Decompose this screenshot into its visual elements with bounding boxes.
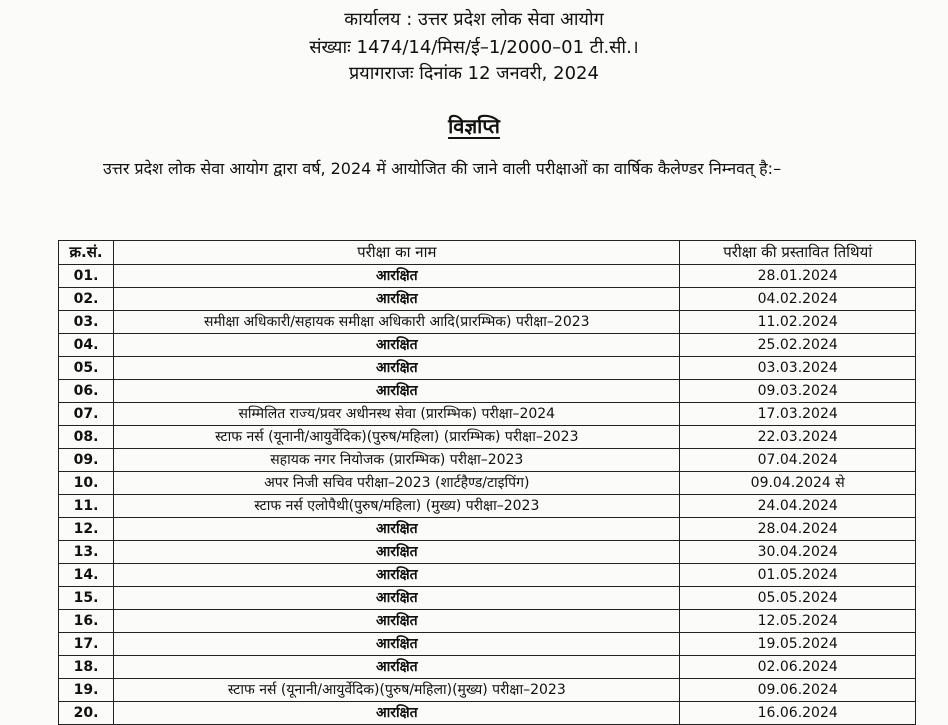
row-serial: 19. [59, 679, 114, 702]
row-date: 30.04.2024 [680, 541, 916, 564]
row-serial: 03. [59, 311, 114, 334]
row-exam-name: आरक्षित [114, 564, 680, 587]
header-dates: परीक्षा की प्रस्तावित तिथियां [680, 241, 916, 265]
row-exam-name: स्टाफ नर्स (यूनानी/आयुर्वेदिक)(पुरुष/महिला) (प्रारम्भिक) परीक्षा–2023 [114, 426, 680, 449]
row-exam-name: स्टाफ नर्स एलोपैथी(पुरुष/महिला) (मुख्य) परीक्षा–2023 [114, 495, 680, 518]
row-date: 02.06.2024 [680, 656, 916, 679]
table-row [59, 656, 916, 679]
row-serial: 11. [59, 495, 114, 518]
table-row [59, 587, 916, 610]
row-exam-name: अपर निजी सचिव परीक्षा–2023 (शार्टहैण्ड/टाइपिंग) [114, 472, 680, 495]
row-date: 16.06.2024 [680, 702, 916, 725]
row-date: 04.02.2024 [680, 288, 916, 311]
table-row [59, 311, 916, 334]
row-serial: 01. [59, 265, 114, 288]
table-row [59, 702, 916, 725]
notice-title [0, 112, 948, 139]
row-date: 19.05.2024 [680, 633, 916, 656]
table-row [59, 357, 916, 380]
row-date: 25.02.2024 [680, 334, 916, 357]
row-exam-name: आरक्षित [114, 288, 680, 311]
notice-title-text: विज्ञप्ति [448, 114, 500, 138]
row-exam-name: सम्मिलित राज्य/प्रवर अधीनस्थ सेवा (प्रारम्भिक) परीक्षा–2024 [114, 403, 680, 426]
table-row [59, 541, 916, 564]
row-serial: 16. [59, 610, 114, 633]
table-row [59, 426, 916, 449]
table-row [59, 449, 916, 472]
header-exam-name: परीक्षा का नाम [114, 241, 680, 265]
row-date: 03.03.2024 [680, 357, 916, 380]
table-body [59, 265, 916, 725]
row-date: 07.04.2024 [680, 449, 916, 472]
table-row [59, 288, 916, 311]
header-serial: क्र.सं. [59, 241, 114, 265]
row-exam-name: आरक्षित [114, 541, 680, 564]
table-row [59, 380, 916, 403]
row-serial: 13. [59, 541, 114, 564]
table-row [59, 472, 916, 495]
row-date: 09.03.2024 [680, 380, 916, 403]
row-serial: 20. [59, 702, 114, 725]
table-row [59, 679, 916, 702]
row-serial: 05. [59, 357, 114, 380]
table-row [59, 265, 916, 288]
row-serial: 18. [59, 656, 114, 679]
row-date: 05.05.2024 [680, 587, 916, 610]
table-row [59, 334, 916, 357]
table-header-row [59, 241, 916, 265]
row-exam-name: आरक्षित [114, 357, 680, 380]
office-heading: कार्यालय : उत्तर प्रदेश लोक सेवा आयोग [344, 9, 604, 30]
row-serial: 17. [59, 633, 114, 656]
table-row [59, 633, 916, 656]
row-exam-name: समीक्षा अधिकारी/सहायक समीक्षा अधिकारी आदि(प्रारम्भिक) परीक्षा–2023 [114, 311, 680, 334]
intro-paragraph: उत्तर प्रदेश लोक सेवा आयोग द्वारा वर्ष, 2024 में आयोजित की जाने वाली परीक्षाओं का वार्षिक कैलेण्डर निम्नवत् है:– [103, 159, 782, 178]
row-serial: 07. [59, 403, 114, 426]
table-row [59, 518, 916, 541]
row-serial: 10. [59, 472, 114, 495]
reference-number: संख्याः 1474/14/मिस/ई–1/2000–01 टी.सी.। [309, 37, 639, 58]
row-serial: 04. [59, 334, 114, 357]
table-row [59, 495, 916, 518]
row-exam-name: आरक्षित [114, 633, 680, 656]
row-exam-name: आरक्षित [114, 518, 680, 541]
row-exam-name: आरक्षित [114, 656, 680, 679]
row-exam-name: सहायक नगर नियोजक (प्रारम्भिक) परीक्षा–2023 [114, 449, 680, 472]
row-exam-name: आरक्षित [114, 587, 680, 610]
row-date: 28.04.2024 [680, 518, 916, 541]
row-exam-name: आरक्षित [114, 702, 680, 725]
row-date: 24.04.2024 [680, 495, 916, 518]
row-serial: 15. [59, 587, 114, 610]
row-date: 11.02.2024 [680, 311, 916, 334]
row-serial: 12. [59, 518, 114, 541]
row-date: 12.05.2024 [680, 610, 916, 633]
row-date: 09.06.2024 [680, 679, 916, 702]
row-serial: 09. [59, 449, 114, 472]
table-row [59, 610, 916, 633]
row-exam-name: आरक्षित [114, 610, 680, 633]
date-line: प्रयागराजः दिनांक 12 जनवरी, 2024 [349, 63, 599, 84]
row-serial: 08. [59, 426, 114, 449]
row-date: 09.04.2024 से [680, 472, 916, 495]
row-serial: 02. [59, 288, 114, 311]
row-date: 17.03.2024 [680, 403, 916, 426]
row-serial: 06. [59, 380, 114, 403]
row-exam-name: आरक्षित [114, 265, 680, 288]
row-date: 01.05.2024 [680, 564, 916, 587]
row-serial: 14. [59, 564, 114, 587]
table-row [59, 564, 916, 587]
row-exam-name: स्टाफ नर्स (यूनानी/आयुर्वेदिक)(पुरुष/महिला)(मुख्य) परीक्षा–2023 [114, 679, 680, 702]
row-date: 28.01.2024 [680, 265, 916, 288]
row-exam-name: आरक्षित [114, 380, 680, 403]
row-date: 22.03.2024 [680, 426, 916, 449]
table-row [59, 403, 916, 426]
row-exam-name: आरक्षित [114, 334, 680, 357]
exam-calendar-table [58, 240, 916, 725]
